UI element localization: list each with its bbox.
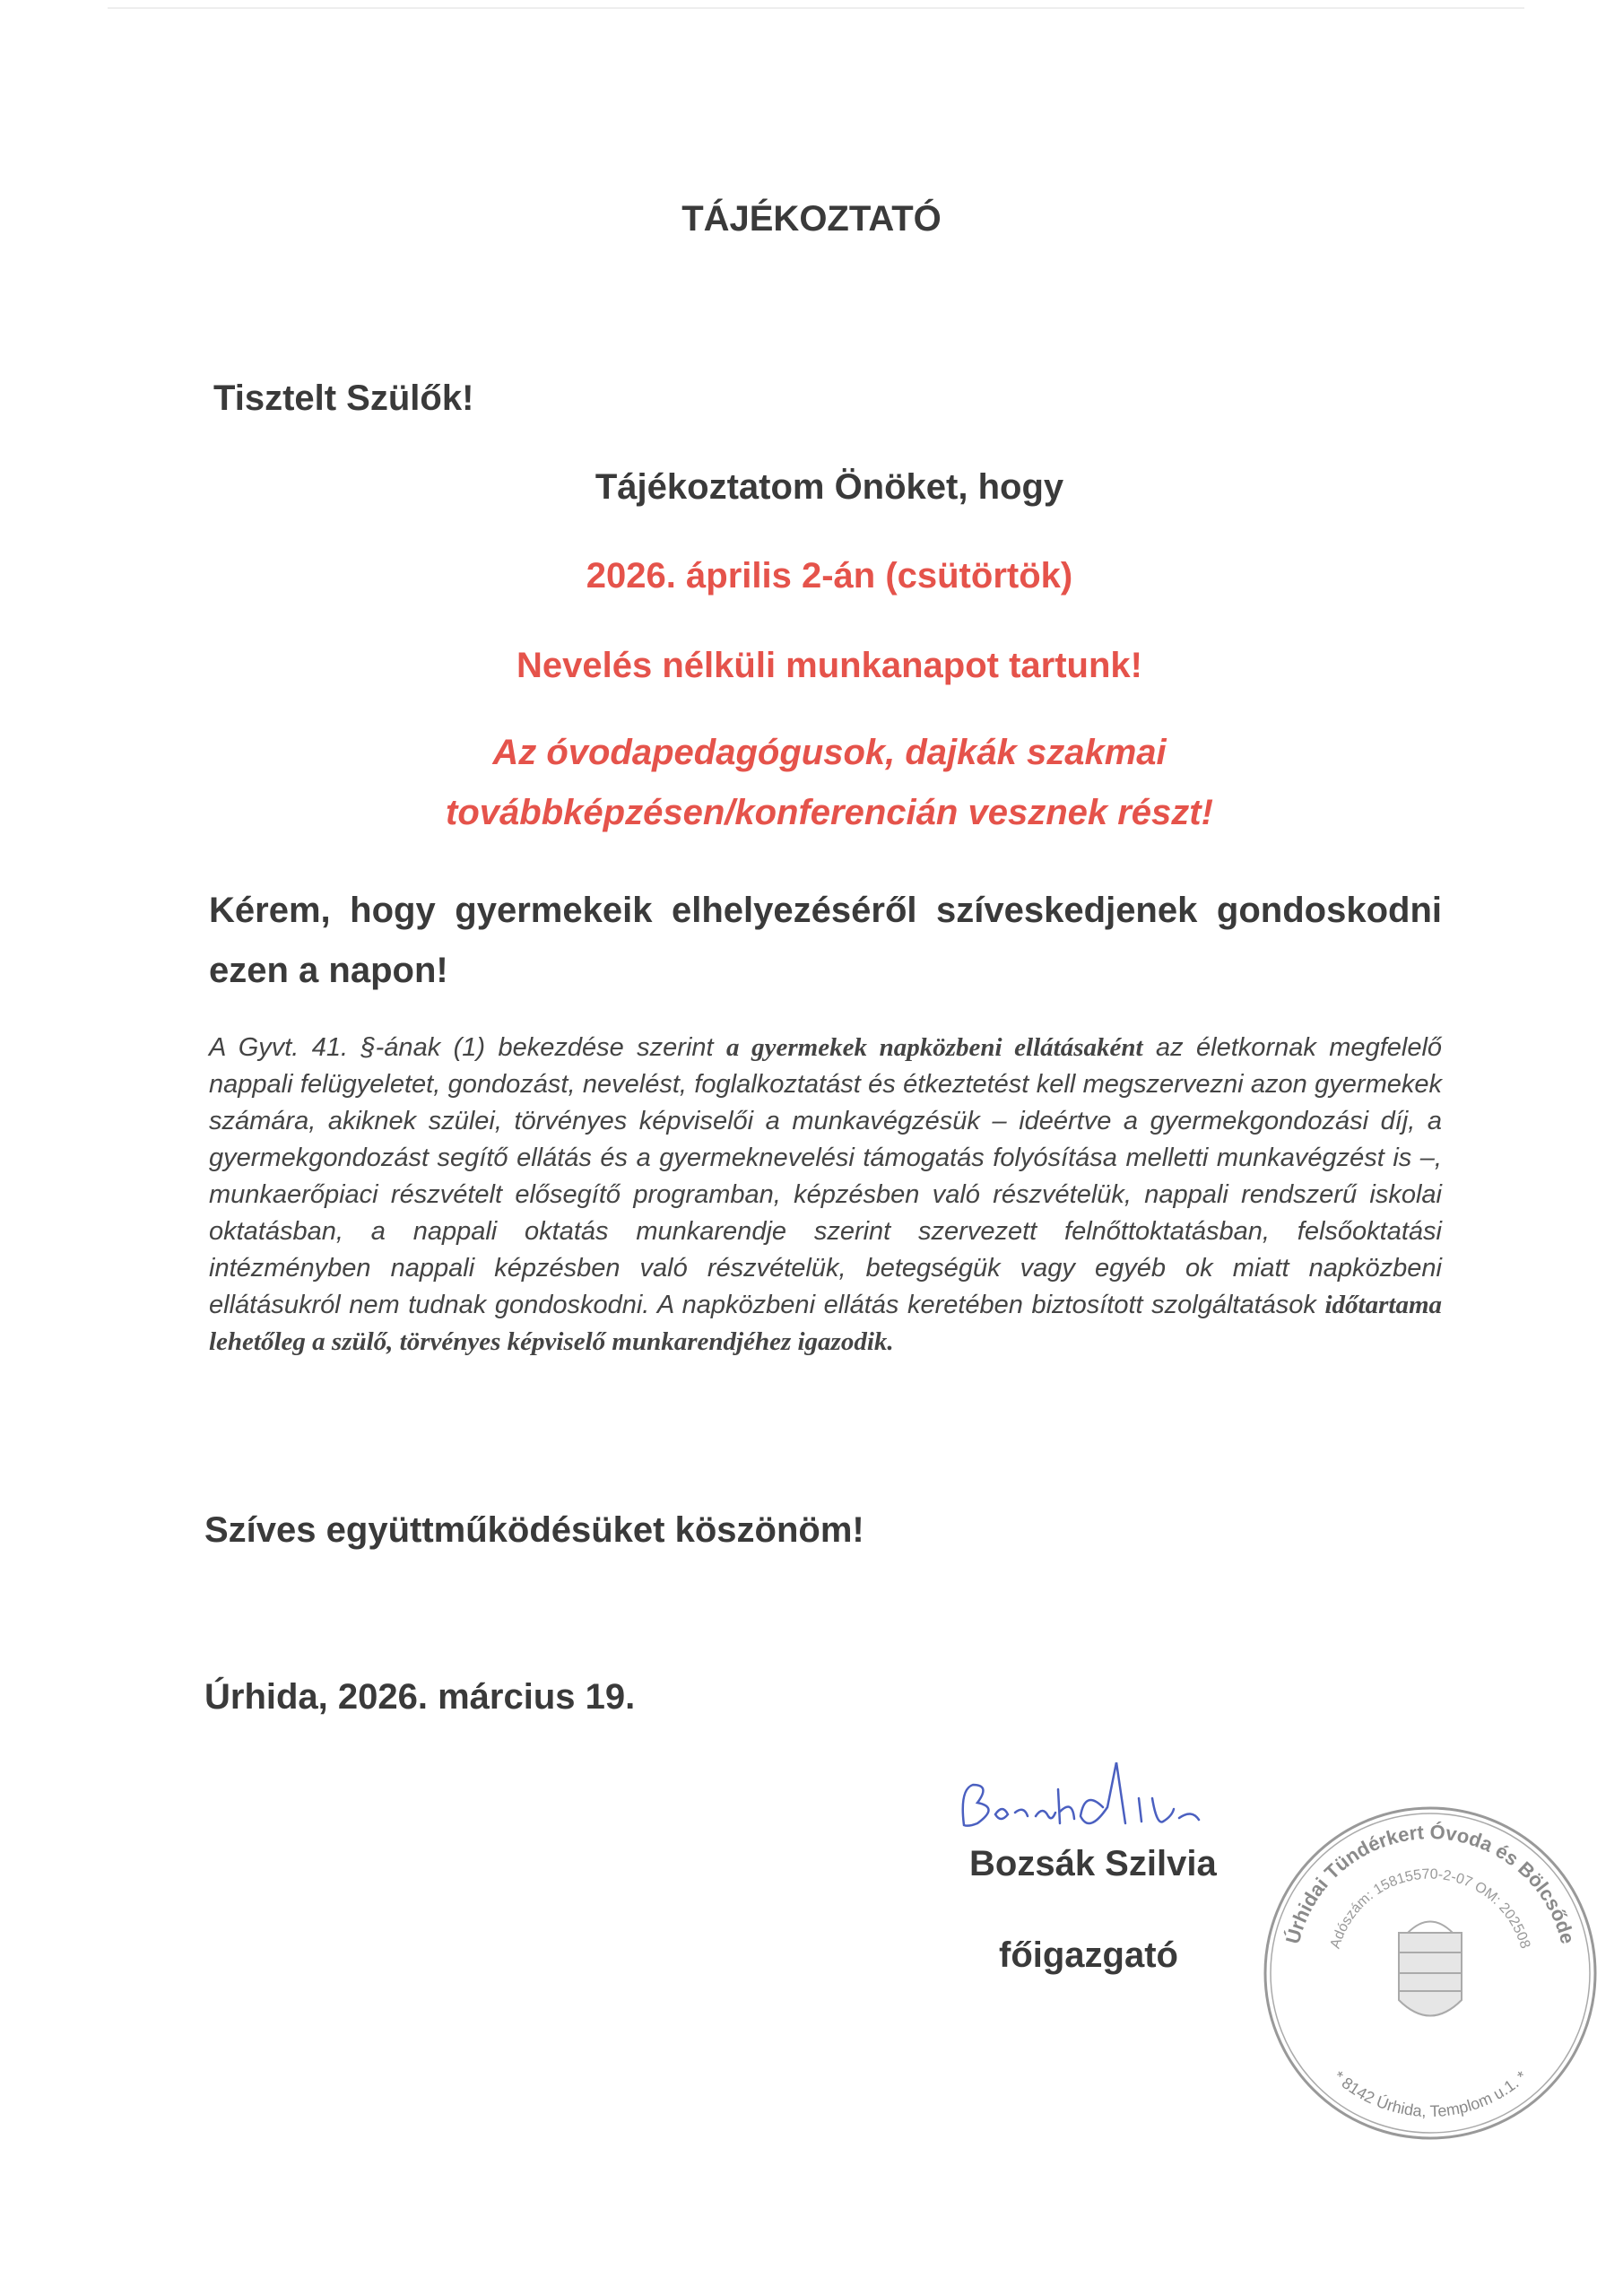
- notice-line: Nevelés nélküli munkanapot tartunk!: [516, 646, 1142, 685]
- greeting: Tisztelt Szülők!: [213, 378, 474, 418]
- intro-line: Tájékoztatom Önöket, hogy: [595, 467, 1064, 507]
- legal-emphasis: a gyermekek napközbeni ellátásaként: [726, 1033, 1143, 1062]
- stamp-outer-text: Úrhidai Tündérkert Óvoda és Bölcsőde: [1280, 1820, 1580, 1946]
- date-line: 2026. április 2-án (csütörtök): [586, 556, 1073, 596]
- place-date: Úrhida, 2026. március 19.: [204, 1677, 636, 1717]
- legal-text: az életkornak megfelelő nappali felügyeletet, gondozást, nevelést, foglalkoztatást és étkeztetést kell megszervezni azon gyermekek számára, akiknek szülei, törvényes képviselői a munkavégzésük – ideértve a gyermekgondozási díj, a gyermekgondozást segítő ellátás és a gyermeknevelési támogatás folyósítása melletti munkavégzést is –, munkaerőpiaci részvételt elősegítő programban, képzésben való részvételük, nappali rendszerű iskolai oktatásban, a nappali oktatás munkarendje szerint szervezett felnőttoktatásban, felsőoktatási intézményben nappali képzésben való részvételük, betegségük vagy egyéb ok miatt napközbeni ellátásukról nem tudnak gondoskodni. A napközbeni ellátás keretében biztosított szolgáltatások: [209, 1033, 1443, 1319]
- legal-emphasis: időtartama lehetőleg a szülő, törvényes képviselő munkarendjéhez igazodik.: [209, 1291, 1442, 1356]
- legal-text: A Gyvt. 41. §-ának (1) bekezdése szerint: [209, 1033, 727, 1062]
- reason-line-1: Az óvodapedagógusok, dajkák szakmai: [492, 733, 1167, 772]
- handwritten-signature: [950, 1762, 1237, 1843]
- reason-line-2: továbbképzésen/konferencián vesznek részt!: [446, 793, 1213, 832]
- svg-text:* 8142 Úrhida, Templom u.1. *: [1330, 2067, 1531, 2120]
- stamp-bottom-text: * 8142 Úrhida, Templom u.1. *: [1330, 2067, 1531, 2121]
- svg-text:Úrhidai Tündérkert Óvoda és Bö: [1281, 1821, 1579, 1946]
- coat-of-arms-icon: [1399, 1922, 1462, 2016]
- official-stamp: [1260, 1803, 1601, 2144]
- signer-title: főigazgató: [999, 1935, 1178, 1975]
- request-paragraph: Kérem, hogy gyermekeik elhelyezéséről szíveskedjenek gondoskodni ezen a napon!: [209, 891, 1442, 990]
- scan-edge: [108, 7, 1524, 9]
- thanks-line: Szíves együttműködésüket köszönöm!: [204, 1510, 864, 1550]
- document-title: TÁJÉKOZTATÓ: [681, 199, 942, 239]
- stamp-inner-text: Adószám: 15815570-2-07 OM: 202508: [1327, 1866, 1533, 1951]
- signer-name: Bozsák Szilvia: [969, 1844, 1217, 1883]
- legal-paragraph: [209, 1030, 1442, 1361]
